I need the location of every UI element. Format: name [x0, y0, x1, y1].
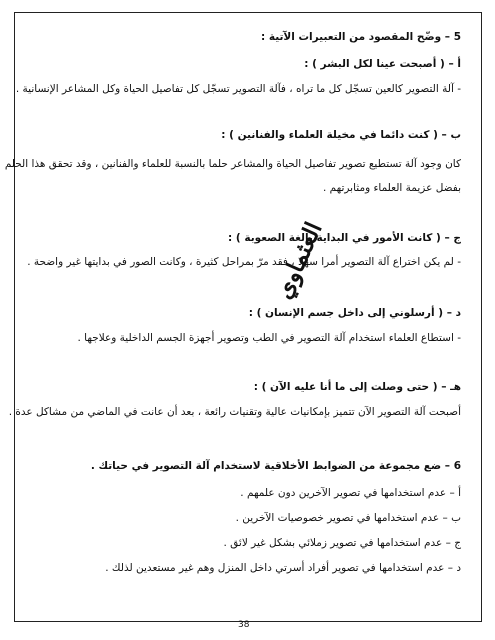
q5-c-answer: - لم يكن اختراع آلة التصوير أمرا سهلا ، فقد مرّ بمراحل كثيرة ، وكانت الصور في بدايتها غير واضحة . — [27, 256, 461, 268]
q5-e-answer: أصبحت آلة التصوير الآن تتميز بإمكانيات عالية وتقنيات رائعة ، بعد أن عانت في الماضي من مشاكل عدة . — [8, 406, 461, 418]
q6-item-d: د – عدم استخدامها في تصوير أفراد أسرتي داخل المنزل وهم غير مستعدين لذلك . — [105, 562, 461, 574]
watermark-signature: العثماوي — [270, 218, 328, 303]
page-number: 38 — [238, 620, 250, 630]
q5-b-heading: ب – ( كنت دائما في مخيلة العلماء والفنانين ) : — [221, 129, 461, 141]
q5-e-heading: هـ – ( حتى وصلت إلى ما أنا عليه الآن ) : — [253, 381, 461, 393]
q5-c-heading: ج – ( كانت الأمور في البداية بالغة الصعوبة ) : — [228, 232, 461, 244]
q5-b-answer-line2: بفضل عزيمة العلماء ومثابرتهم . — [322, 182, 461, 194]
q5-a-heading: أ – ( أصبحت عينا لكل البشر ) : — [304, 58, 461, 70]
q5-a-answer: - آلة التصوير كالعين تسجّل كل ما تراه ، فآلة التصوير تسجّل كل تفاصيل الحياة وكل المشاعر الإنسانية . — [15, 83, 461, 95]
q6-item-a: أ – عدم استخدامها في تصوير الآخرين دون علمهم . — [240, 487, 461, 499]
q6-item-c: ج – عدم استخدامها في تصوير زملائي بشكل غير لائق . — [223, 537, 461, 549]
q5-b-answer-line1: كان وجود آلة تستطيع تصوير تفاصيل الحياة والمشاعر حلما بالنسبة للعلماء والفنانين ، وقد تحقق هذا الحلم — [4, 158, 461, 170]
q5-d-heading: د – ( أرسلوني إلى داخل جسم الإنسان ) : — [248, 307, 461, 319]
q5-d-answer: - استطاع العلماء استخدام آلة التصوير في الطب وتصوير أجهزة الجسم الداخلية وعلاجها . — [77, 332, 461, 344]
q6-title: 6 – ضع مجموعة من الضوابط الأخلاقية لاستخدام آلة التصوير في حياتك . — [90, 460, 461, 472]
q5-title: 5 – وضّح المقصود من التعبيرات الآتية : — [260, 31, 461, 43]
q6-item-b: ب – عدم استخدامها في تصوير خصوصيات الآخرين . — [235, 512, 461, 524]
